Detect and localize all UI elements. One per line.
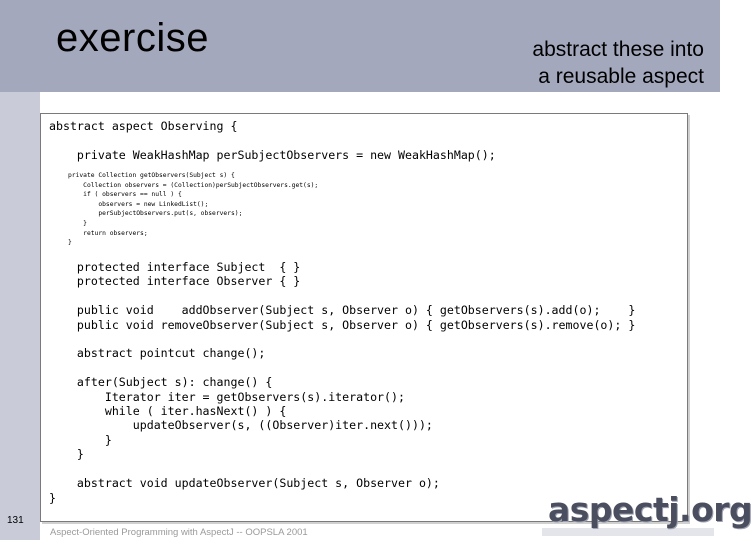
slide-title: exercise: [56, 16, 209, 60]
code-panel: [40, 113, 688, 522]
footer-text: Aspect-Oriented Programming with AspectJ -- OOPSLA 2001: [50, 527, 308, 538]
aspectj-logo: [542, 488, 752, 536]
logo-shadow-band: [542, 528, 714, 536]
code-helper-method: private Collection getObservers(Subject s) { Collection observers = (Collection)perSubjectObservers.get(s); if ( observers == null ) { observers = new LinkedList(); perSubjectObservers.put(s, observers); } return observers; }: [68, 172, 319, 247]
subtitle-line-1: abstract these into: [532, 38, 704, 61]
code-main-top: abstract aspect Observing { private WeakHashMap perSubjectObservers = new WeakHashMap();: [49, 119, 496, 162]
slide-header: [0, 0, 720, 92]
code-main-bottom: protected interface Subject { } protected interface Observer { } public void addObserver(Subject s, Observer o) { getObservers(s).add(o); } public void removeObserver(Subject s, Observer o) { getObservers(s).remove(o); } abstract pointcut change(); after(Subject s): change() { Iterator iter = getObservers(s).iterator(); while ( iter.hasNext() ) { updateObserver(s, ((Observer)iter.next())); } } abstract void updateObserver(Subject s, Observer o); }: [49, 260, 636, 505]
slide-subtitle: [532, 36, 704, 90]
slide-number: 131: [7, 515, 24, 526]
left-accent-bar: [0, 92, 40, 540]
logo-text: aspectj.org: [548, 490, 752, 529]
subtitle-line-2: a reusable aspect: [538, 65, 704, 88]
